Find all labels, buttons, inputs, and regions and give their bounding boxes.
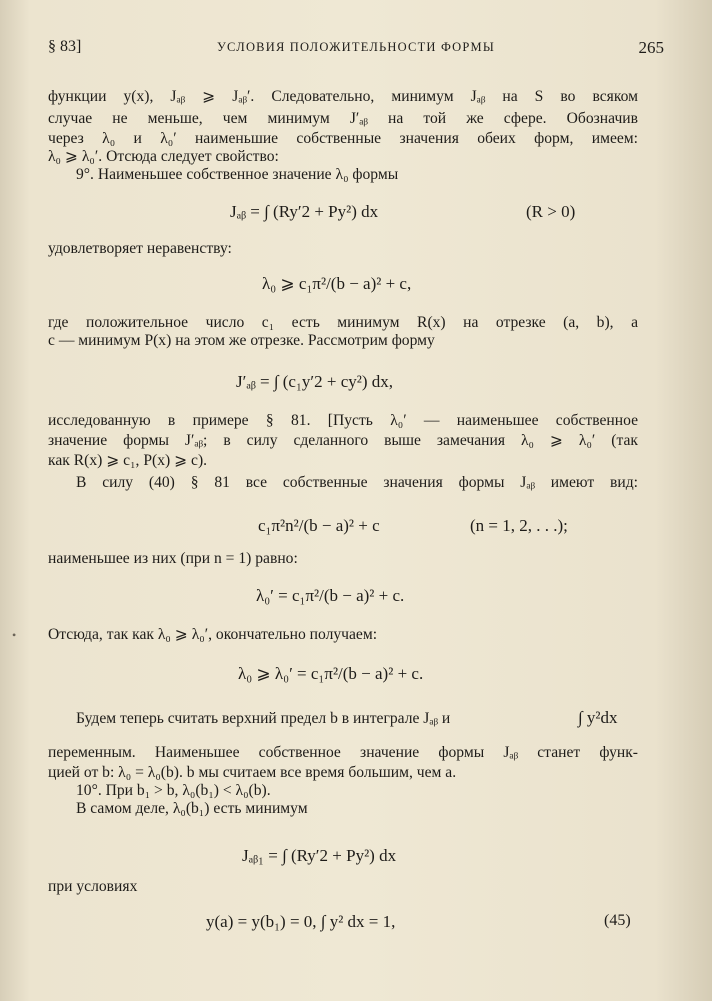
formula-lambda-bound: λ₀ ⩾ c₁π²/(b − a)² + c, bbox=[262, 274, 412, 293]
formula-y-squared-integral: ∫ y²dx bbox=[578, 708, 618, 727]
text-line: через λ₀ и λ₀′ наименьшие собственные значения обеих форм, имеем: bbox=[48, 130, 638, 147]
text-line: при условиях bbox=[48, 878, 138, 895]
text-line: Отсюда, так как λ₀ ⩾ λ₀′, окончательно получаем: bbox=[48, 626, 378, 643]
text-line: Будем теперь считать верхний предел b в интеграле Jₐᵦ и bbox=[76, 710, 451, 727]
header-section: § 83] bbox=[48, 38, 82, 55]
formula-J-prime-ab: J′ₐᵦ = ∫ (c₁y′2 + cy²) dx, bbox=[236, 372, 394, 391]
text-line: случае не меньше, чем минимум J′ₐᵦ на той же сфере. Обозначив bbox=[48, 110, 638, 127]
text-line: λ₀ ⩾ λ₀′. Отсюда следует свойство: bbox=[48, 148, 279, 165]
text-line: цией от b: λ₀ = λ₀(b). b мы считаем все время большим, чем a. bbox=[48, 764, 457, 781]
running-header bbox=[48, 38, 664, 62]
text-line: 10°. При b₁ > b, λ₀(b₁) < λ₀(b). bbox=[76, 782, 271, 799]
formula-final-bound: λ₀ ⩾ λ₀′ = c₁π²/(b − a)² + c. bbox=[238, 664, 424, 683]
formula-lambda-prime: λ₀′ = c₁π²/(b − a)² + c. bbox=[256, 586, 405, 605]
text-line: В самом деле, λ₀(b₁) есть минимум bbox=[76, 800, 308, 817]
text-line: значение формы J′ₐᵦ; в силу сделанного выше замечания λ₀ ⩾ λ₀′ (так bbox=[48, 432, 638, 449]
formula-J-ab1: Jₐᵦ₁ = ∫ (Ry′2 + Py²) dx bbox=[242, 846, 397, 865]
page-number: 265 bbox=[638, 38, 664, 57]
text-line: 9°. Наименьшее собственное значение λ₀ формы bbox=[76, 166, 399, 183]
margin-dot: • bbox=[12, 628, 17, 642]
text-line: переменным. Наименьшее собственное значение формы Jₐᵦ станет функ- bbox=[48, 744, 638, 761]
text-line: В силу (40) § 81 все собственные значения формы Jₐᵦ имеют вид: bbox=[76, 474, 638, 491]
text-line: удовлетворяет неравенству: bbox=[48, 240, 232, 257]
text-line: исследованную в примере § 81. [Пусть λ₀′ — наименьшее собственное bbox=[48, 412, 638, 429]
text-line: c — минимум P(x) на этом же отрезке. Рассмотрим форму bbox=[48, 332, 435, 349]
formula-n-range: (n = 1, 2, . . .); bbox=[470, 516, 568, 535]
text-line: функции y(x), Jₐᵦ ⩾ Jₐᵦ′. Следовательно, минимум Jₐᵦ на S во всяком bbox=[48, 88, 638, 105]
formula-condition: (R > 0) bbox=[526, 202, 576, 221]
header-title: УСЛОВИЯ ПОЛОЖИТЕЛЬНОСТИ ФОРМЫ bbox=[217, 40, 495, 54]
text-line: как R(x) ⩾ c₁, P(x) ⩾ c). bbox=[48, 452, 208, 469]
formula-eigenvalues: c₁π²n²/(b − a)² + c bbox=[258, 516, 380, 535]
text-line: наименьшее из них (при n = 1) равно: bbox=[48, 550, 298, 567]
text-line: где положительное число c₁ есть минимум R(x) на отрезке (a, b), а bbox=[48, 314, 638, 331]
equation-number: (45) bbox=[604, 912, 631, 929]
formula-J-ab: Jₐᵦ = ∫ (Ry′2 + Py²) dx bbox=[230, 202, 379, 221]
formula-conditions-45: y(a) = y(b₁) = 0, ∫ y² dx = 1, bbox=[206, 912, 396, 931]
